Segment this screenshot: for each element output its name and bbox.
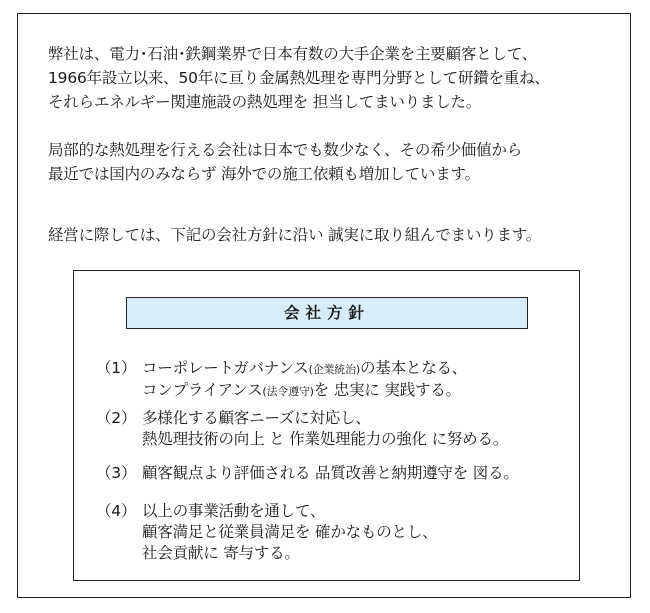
- intro-paragraph-1: [48, 42, 550, 114]
- policy-item-line: [142, 380, 467, 402]
- intro-line: 弊社は、電力･石油･鉄鋼業界で日本有数の大手企業を主要顧客として、: [48, 45, 538, 63]
- intro-line: 1966年設立以来、50年に亘り金属熱処理を専門分野として研鑽を重ね、: [48, 69, 550, 87]
- intro-line: 局部的な熱処理を行える会社は日本でも数少なく、その希少価値から: [48, 141, 522, 159]
- policy-item-number: （3）: [96, 464, 137, 482]
- policy-note: (企業統治): [308, 363, 360, 376]
- intro-line: 最近では国内のみならず 海外での施工依頼も増加しています。: [48, 165, 480, 183]
- policy-text: コンプライアンス: [142, 381, 263, 399]
- policy-item-line: [142, 358, 467, 380]
- policy-item-number: （1）: [96, 359, 137, 377]
- policy-item-line: 顧客満足と従業員満足を 確かなものとし、: [142, 523, 438, 541]
- policy-item-line: 顧客観点より評価される 品質改善と納期遵守を 図る。: [142, 464, 519, 482]
- document-frame: [17, 13, 631, 598]
- policy-item-line: 以上の事業活動を通して、: [142, 502, 326, 520]
- intro-line: 経営に際しては、下記の会社方針に沿い 誠実に取り組んでまいります。: [48, 226, 542, 244]
- intro-paragraph-2: [48, 138, 522, 186]
- intro-line: それらエネルギー関連施設の熱処理を 担当してまいりました。: [48, 93, 482, 111]
- policy-item-number: （2）: [96, 409, 137, 427]
- policy-item-line: 社会貢献に 寄与する。: [142, 544, 300, 562]
- policy-title: 会社方針: [126, 297, 528, 329]
- policy-text: コーポレートガバナンス: [142, 359, 309, 377]
- intro-paragraph-3: [48, 223, 541, 247]
- policy-item-line: 熱処理技術の向上 と 作業処理能力の強化 に努める。: [142, 430, 509, 448]
- company-policy-box: [73, 270, 580, 581]
- policy-item-line: 多様化する顧客ニーズに対応し、: [142, 409, 371, 427]
- policy-item-number: （4）: [96, 502, 137, 520]
- policy-text: の基本となる、: [360, 359, 468, 377]
- policy-note: (法令遵守): [262, 385, 314, 398]
- policy-text: を 忠実に 実践する。: [313, 381, 461, 399]
